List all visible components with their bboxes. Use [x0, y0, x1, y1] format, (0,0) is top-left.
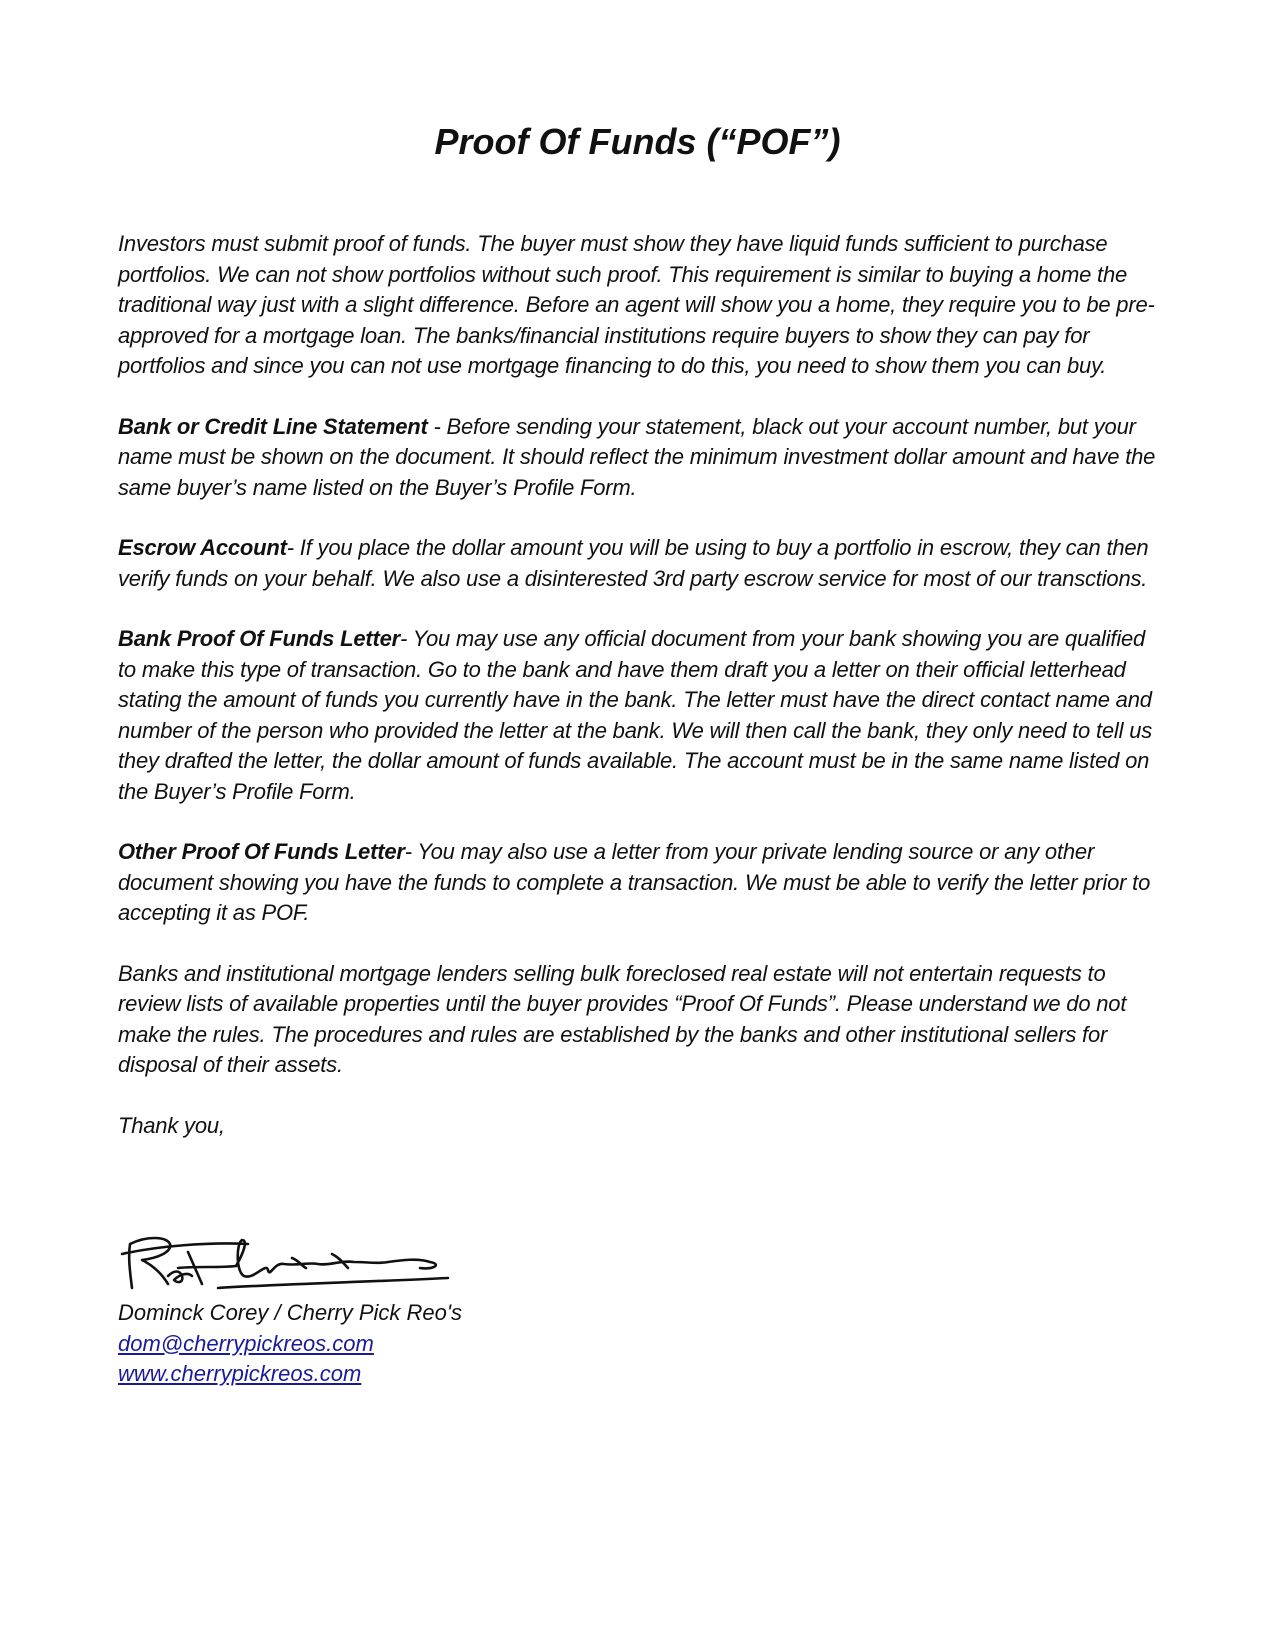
intro-paragraph: Investors must submit proof of funds. The buyer must show they have liquid funds sufficient to purchase portfolios. We can not show portfolios without such proof. This requirement is similar to buying a home the traditional way just with a slight difference. Before an agent will show you a home, they require you to be pre-approved for a mortgage loan. The banks/financial institutions require buyers to show they can pay for portfolios and since you can not use mortgage financing to do this, you need to show them you can buy.: [118, 231, 1155, 378]
section-other-pof-letter: [118, 837, 1163, 929]
document-body: [118, 229, 1163, 1141]
section-bank-pof-letter: [118, 624, 1163, 807]
handwritten-signature: [118, 1232, 478, 1298]
page-title: Proof Of Funds (“POF”): [434, 121, 841, 162]
section-escrow-account: [118, 533, 1163, 594]
section-text: - If you place the dollar amount you will be using to buy a portfolio in escrow, they can then verify funds on your behalf. We also use a disinterested 3rd party escrow service for most of our transctions.: [118, 535, 1149, 591]
section-heading: Escrow Account: [118, 535, 287, 560]
section-text: - Before sending your statement, black out your account number, but your name must be shown on the document. It should reflect the minimum investment dollar amount and have the same buyer’s name listed on the Buyer’s Profile Form.: [118, 413, 1156, 500]
email-link[interactable]: dom@cherrypickreos.com: [118, 1330, 374, 1356]
signoff-text: Thank you,: [118, 1112, 225, 1138]
section-text: - You may also use a letter from your private lending source or any other document showing you have the funds to complete a transaction. We must be able to verify the letter prior to accepting it as POF.: [118, 839, 1151, 925]
section-heading: Bank Proof Of Funds Letter: [118, 626, 401, 651]
contact-block: [118, 1298, 462, 1390]
section-bank-statement: [118, 412, 1163, 504]
website-link[interactable]: www.cherrypickreos.com: [118, 1361, 362, 1386]
section-text: - You may use any official document from your bank showing you are qualified to make this type of transaction. Go to the bank and have them draft you a letter on their official letterhead stating the amount of funds you currently have in the bank. The letter must have the direct contact name and number of the person who provided the letter at the bank. We will then call the bank, they only need to tell us they drafted the letter, the dollar amount of funds available. The account must be in the same name listed on the Buyer’s Profile Form.: [118, 626, 1153, 804]
section-heading: Other Proof Of Funds Letter: [118, 839, 405, 864]
closing-paragraph: Banks and institutional mortgage lenders selling bulk foreclosed real estate will not entertain requests to review lists of available properties until the buyer provides “Proof Of Funds”. Please understand we do not make the rules. The procedures and rules are established by the banks and other institutional sellers for disposal of their assets.: [118, 960, 1127, 1077]
section-heading: Bank or Credit Line Statement: [118, 413, 428, 439]
signer-name: Dominck Corey / Cherry Pick Reo's: [118, 1300, 463, 1325]
